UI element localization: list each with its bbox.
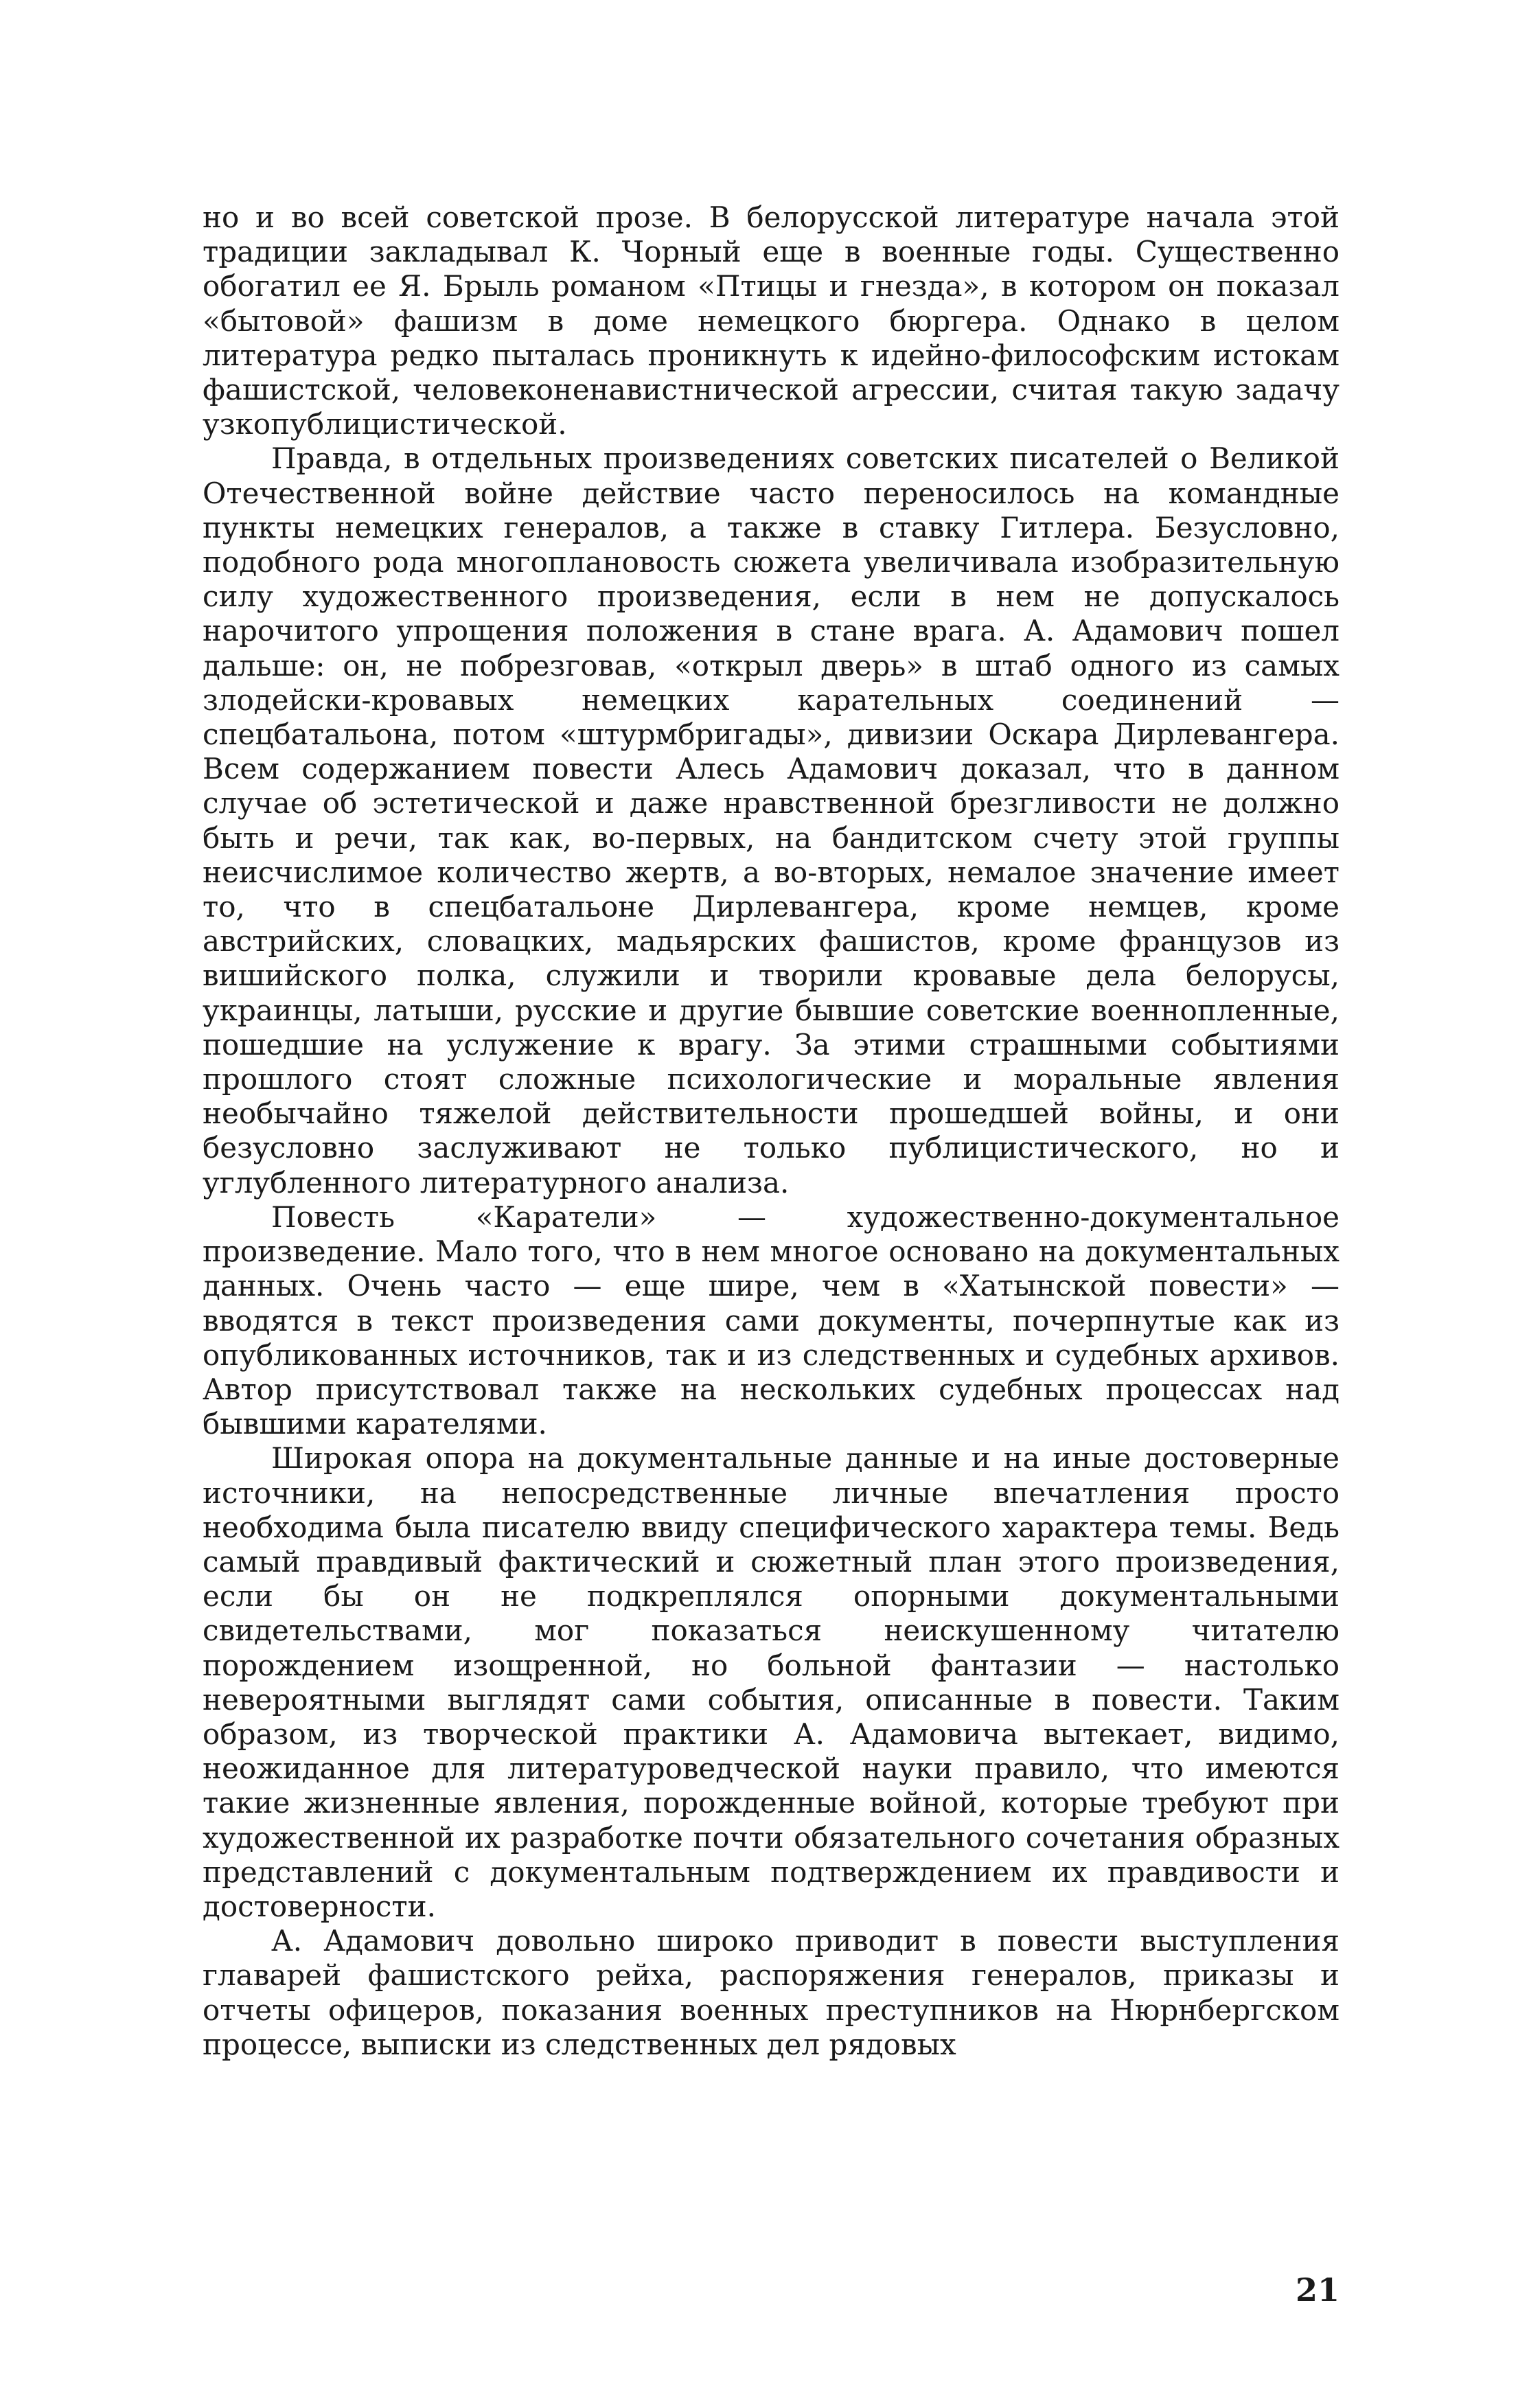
paragraph: Повесть «Каратели» — художественно-документальное произведение. Мало того, что в нем многое основано на документальных данных. Очень часто — еще шире, чем в «Хатынской повести» — вводятся в текст произведения сами документы, почерпнутые как из опубликованных источников, так и из следственных и судебных архивов. Автор присутствовал также на нескольких судебных процессах над бывшими карателями. bbox=[203, 1200, 1340, 1441]
paragraph: А. Адамович довольно широко приводит в повести выступления главарей фашистского рейха, распоряжения генералов, приказы и отчеты офицеров, показания военных преступников на Нюрнбергском процессе, выписки из следственных дел рядовых bbox=[203, 1924, 1340, 2061]
paragraph: Широкая опора на документальные данные и на иные достоверные источники, на непосредственные личные впечатления просто необходима была писателю ввиду специфического характера темы. Ведь самый правдивый фактический и сюжетный план этого произведения, если бы он не подкреплялся опорными документальными свидетельствами, мог показаться неискушенному читателю порождением изощренной, но больной фантазии — настолько невероятными выглядят сами события, описанные в повести. Таким образом, из творческой практики А. Адамовича вытекает, видимо, неожиданное для литературоведческой науки правило, что имеются такие жизненные явления, порожденные войной, которые требуют при художественной их разработке почти обязательного сочетания образных представлений с документальным подтверждением их правдивости и достоверности. bbox=[203, 1441, 1340, 1923]
body-text bbox=[203, 200, 1340, 2062]
page-number: 21 bbox=[1295, 2271, 1340, 2308]
paragraph-continuation: но и во всей советской прозе. В белорусской литературе начала этой традиции закладывал К. Чорный еще в военные годы. Существенно обогатил ее Я. Брыль романом «Птицы и гнезда», в котором он показал «бытовой» фашизм в доме немецкого бюргера. Однако в целом литература редко пыталась проникнуть к идейно-философским истокам фашистской, человеконенавистнической агрессии, считая такую задачу узкопублицистической. bbox=[203, 200, 1340, 442]
paragraph: Правда, в отдельных произведениях советских писателей о Великой Отечественной войне действие часто переносилось на командные пункты немецких генералов, а также в ставку Гитлера. Безусловно, подобного рода многоплановость сюжета увеличивала изобразительную силу художественного произведения, если в нем не допускалось нарочитого упрощения положения в стане врага. А. Адамович пошел дальше: он, не побрезговав, «открыл дверь» в штаб одного из самых злодейски-кровавых немецких карательных соединений — спецбатальона, потом «штурмбригады», дивизии Оскара Дирлевангера. Всем содержанием повести Алесь Адамович доказал, что в данном случае об эстетической и даже нравственной брезгливости не должно быть и речи, так как, во-первых, на бандитском счету этой группы неисчислимое количество жертв, а во-вторых, немалое значение имеет то, что в спецбатальоне Дирлевангера, кроме немцев, кроме австрийских, словацких, мадьярских фашистов, кроме французов из вишийского полка, служили и творили кровавые дела белорусы, украинцы, латыши, русские и другие бывшие советские военнопленные, пошедшие на услужение к врагу. За этими страшными событиями прошлого стоят сложные психологические и моральные явления необычайно тяжелой действительности прошедшей войны, и они безусловно заслуживают не только публицистического, но и углубленного литературного анализа. bbox=[203, 442, 1340, 1200]
